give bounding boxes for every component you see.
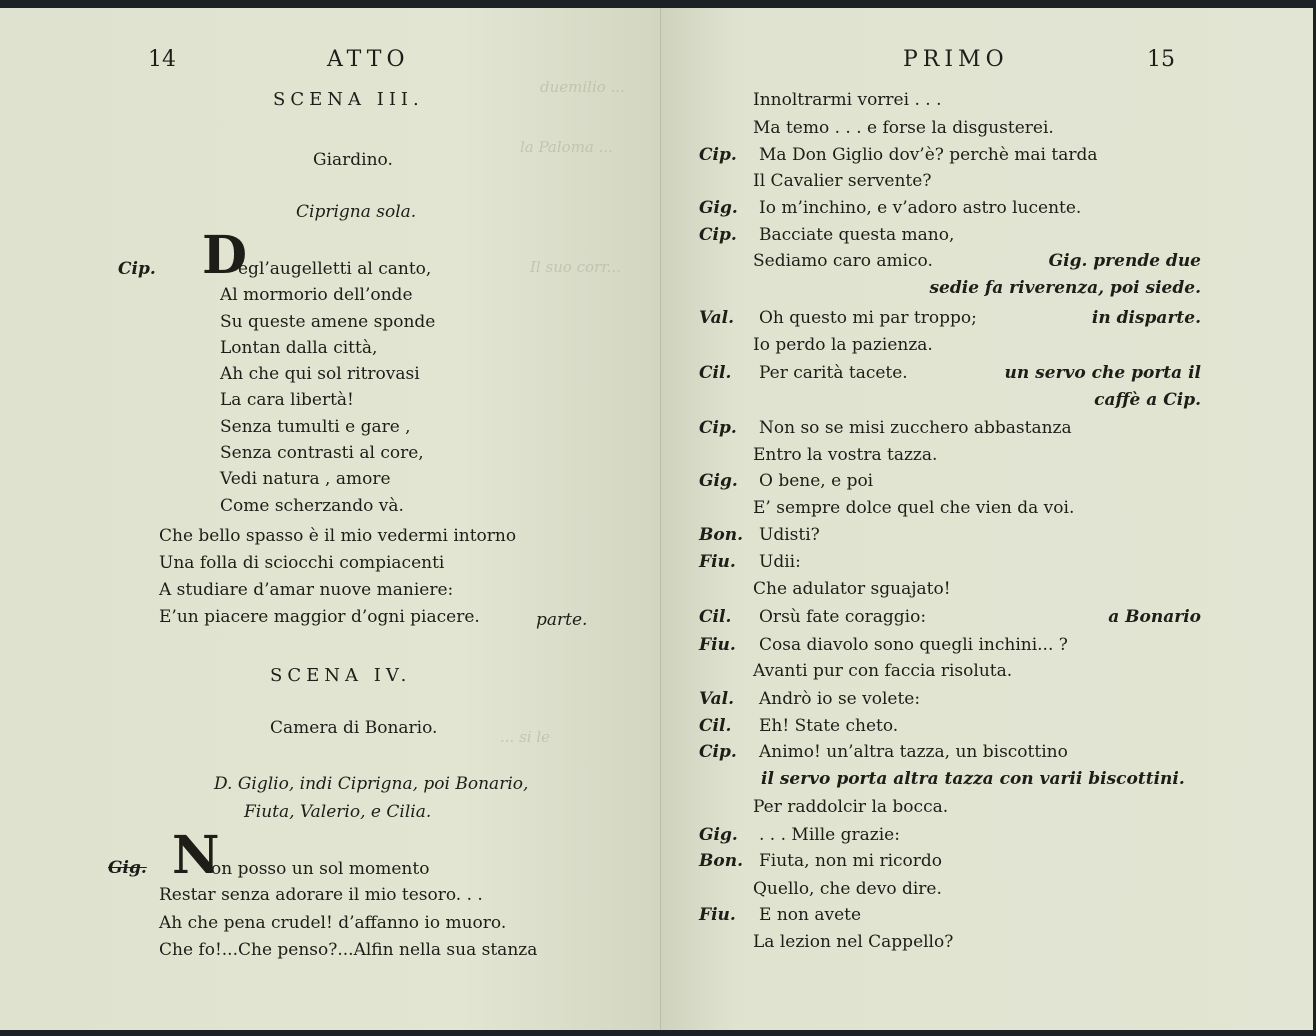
dialogue-line: Avanti pur con faccia risoluta. [753, 661, 1013, 681]
stage-direction: un servo che porta il [1004, 363, 1201, 383]
dialogue-line: Fiuta, non mi ricordo [759, 851, 943, 871]
scene-setting: Camera di Bonario. [270, 718, 438, 738]
dialogue-line: Entro la vostra tazza. [753, 445, 938, 465]
speaker-label: Val. [699, 689, 735, 709]
scene-characters: Ciprigna sola. [296, 202, 417, 222]
speaker-label: Val. [699, 308, 735, 328]
recitative-line: Che bello spasso è il mio vedermi intorno [159, 526, 517, 546]
verse-line: Ah che qui sol ritrovasi [220, 364, 420, 384]
scene-characters: D. Giglio, indi Ciprigna, poi Bonario, [214, 774, 529, 794]
speaker-label: Cip. [118, 259, 156, 279]
dialogue-line: Innoltrarmi vorrei . . . [753, 90, 942, 110]
speaker-label: Cip. [699, 225, 737, 245]
dialogue-line: E non avete [759, 905, 862, 925]
drop-cap: N [172, 825, 220, 886]
dialogue-line: Per carità tacete. [759, 363, 908, 383]
stage-direction: sedie fa riverenza, poi siede. [929, 278, 1201, 298]
dialogue-line: Che adulator sguajato! [753, 579, 951, 599]
verse-line: Senza tumulti e gare , [220, 417, 411, 437]
dialogue-line: Sediamo caro amico. [753, 251, 933, 271]
stage-direction: parte. [536, 610, 588, 630]
speaker-label: Fiu. [699, 905, 736, 925]
scene-characters: Fiuta, Valerio, e Cilia. [244, 802, 432, 822]
running-head: ATTO [327, 47, 410, 72]
recitative-line: Una folla di sciocchi compiacenti [159, 553, 445, 573]
stage-direction: in disparte. [1091, 308, 1201, 328]
verse-line: Senza contrasti al core, [220, 443, 424, 463]
speaker-label: Cil. [699, 607, 732, 627]
speaker-label: Gig. [108, 858, 147, 878]
left-page: duemilio ... la Paloma ... Il suo corr... ... si le 14 ATTO SCENA III. Giardino. Ciprigna sola. Cip. D egl’augelletti al canto, Al mormorio dell’onde Su queste amene sponde Lontan dalla città, Ah che qui sol ritrovasi La cara libertà! Senza tumulti e gare , Senza contrasti al core, Vedi natura , amore Come scherzando và. Che bello spasso è il mio vedermi intorno Una folla di sciocchi compiacenti A studiare d’amar nuove maniere: E’un piacere maggior d’ogni piacere. parte. SCENA IV. Camera di Bonario. D. Giglio, indi Ciprigna, poi Bonario, Fiuta, Valerio, e Cilia. Gig. N on posso un sol momento Restar senza adorare il mio tesoro. . . Ah che pena crudel! d’affanno io muoro. Che fo!...Che penso?...Alfin nella sua stanza [0, 8, 661, 1030]
speaker-label: Fiu. [699, 552, 736, 572]
speaker-label: Cip. [699, 145, 737, 165]
recitative-line: Che fo!...Che penso?...Alfin nella sua stanza [159, 940, 538, 960]
speaker-label: Cil. [699, 363, 732, 383]
dialogue-line: Bacciate questa mano, [759, 225, 955, 245]
right-page [661, 8, 1313, 1030]
speaker-label: Gig. [699, 825, 738, 845]
stage-direction: Gig. prende due [1048, 251, 1201, 271]
dialogue-line: Cosa diavolo sono quegli inchini... ? [759, 635, 1068, 655]
dialogue-line: La lezion nel Cappello? [753, 932, 954, 952]
dialogue-line: Quello, che devo dire. [753, 879, 942, 899]
dialogue-line: Non so se misi zucchero abbastanza [759, 418, 1072, 438]
dialogue-line: O bene, e poi [759, 471, 874, 491]
dialogue-line: Udisti? [759, 525, 820, 545]
stage-direction: a Bonario [1108, 607, 1201, 627]
speaker-label: Cil. [699, 716, 732, 736]
dialogue-line: Per raddolcir la bocca. [753, 797, 949, 817]
dialogue-line: Ma temo . . . e forse la disgusterei. [753, 118, 1054, 138]
drop-cap: D [202, 225, 248, 286]
dialogue-line: Animo! un’altra tazza, un biscottino [759, 742, 1068, 762]
page-number: 15 [1147, 47, 1175, 72]
verse-line: Al mormorio dell’onde [220, 285, 413, 305]
speaker-label: Cip. [699, 742, 737, 762]
dialogue-line: Orsù fate coraggio: [759, 607, 927, 627]
recitative-line: E’un piacere maggior d’ogni piacere. [159, 607, 480, 627]
dialogue-line: E’ sempre dolce quel che vien da voi. [753, 498, 1075, 518]
speaker-label: Fiu. [699, 635, 736, 655]
dialogue-line: Udii: [759, 552, 801, 572]
dialogue-line: Il Cavalier servente? [753, 171, 932, 191]
speaker-label: Bon. [699, 525, 743, 545]
speaker-label: Cip. [699, 418, 737, 438]
scene-title: SCENA III. [273, 89, 424, 110]
dialogue-line: Eh! State cheto. [759, 716, 899, 736]
running-head: PRIMO [903, 47, 1009, 72]
recitative-line: Restar senza adorare il mio tesoro. . . [159, 885, 483, 905]
dialogue-line: Oh questo mi par troppo; [759, 308, 977, 328]
recitative-line: Ah che pena crudel! d’affanno io muoro. [159, 913, 507, 933]
dialogue-line: . . . Mille grazie: [759, 825, 900, 845]
verse-line: Su queste amene sponde [220, 312, 436, 332]
page-number: 14 [148, 47, 176, 72]
dialogue-line: Io perdo la pazienza. [753, 335, 933, 355]
scene-title: SCENA IV. [270, 665, 412, 686]
stage-direction: caffè a Cip. [1094, 390, 1201, 410]
verse-line: Come scherzando và. [220, 496, 404, 516]
recitative-line: on posso un sol momento [211, 859, 430, 879]
dialogue-line: Ma Don Giglio dov’è? perchè mai tarda [759, 145, 1098, 165]
verse-line: Lontan dalla città, [220, 338, 378, 358]
verse-line: Vedi natura , amore [220, 469, 391, 489]
stage-direction: il servo porta altra tazza con varii biscottini. [761, 769, 1185, 789]
dialogue-line: Io m’inchino, e v’adoro astro lucente. [759, 198, 1082, 218]
verse-line: La cara libertà! [220, 390, 354, 410]
scene-setting: Giardino. [313, 150, 393, 170]
speaker-label: Gig. [699, 198, 738, 218]
verse-line: egl’augelletti al canto, [238, 259, 432, 279]
speaker-label: Bon. [699, 851, 743, 871]
recitative-line: A studiare d’amar nuove maniere: [159, 580, 454, 600]
dialogue-line: Andrò io se volete: [759, 689, 921, 709]
speaker-label: Gig. [699, 471, 738, 491]
